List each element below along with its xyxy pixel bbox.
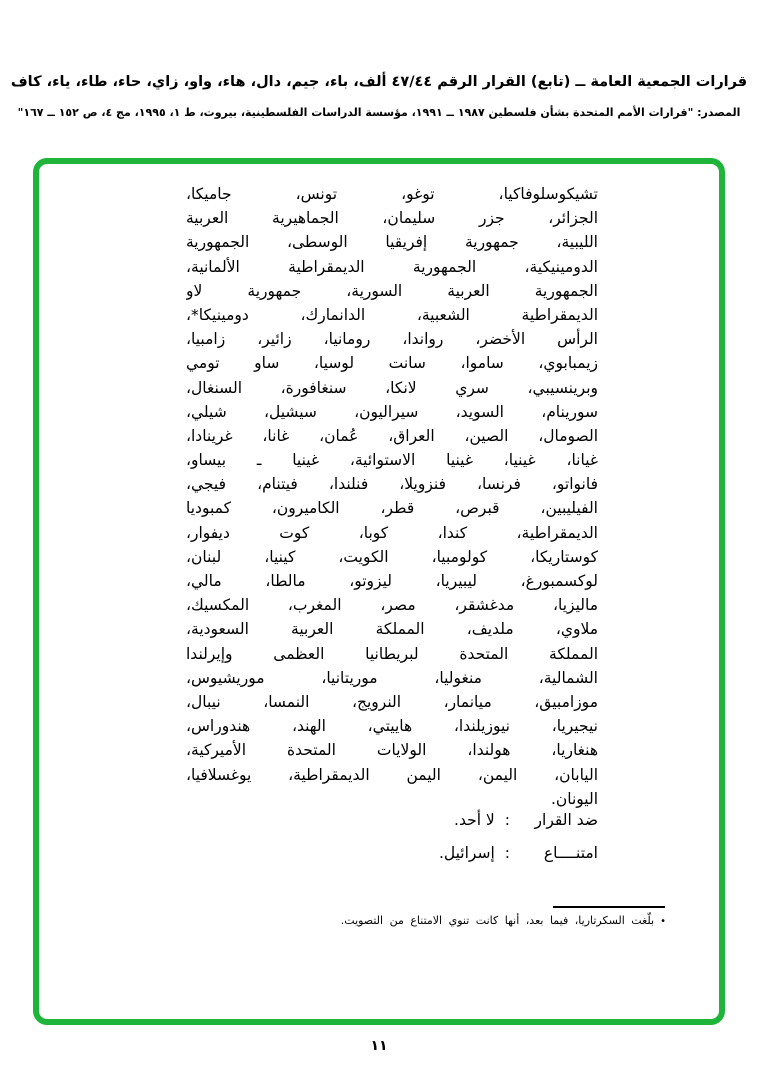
page-number: ١١ [370,1038,388,1054]
country-line: ماليزيا، مدغشقر، مصر، المغرب، المكسيك، [186,596,598,615]
vote-abstain-label: امتنــــاع [543,844,598,862]
country-line: موزامبيق، ميانمار، النرويج، النمسا، نيبال، [186,692,598,711]
country-line: الفيليبين، قبرص، قطر، الكاميرون، كمبوديا [186,499,598,518]
country-line: الديمقراطية، كندا، كوبا، كوت ديفوار، [186,523,598,542]
source-line: المصدر: "قرارات الأمم المتحدة بشأن فلسطين ١٩٨٧ ــ ١٩٩١، مؤسسة الدراسات الفلسطينية، بيروت، ط ١، ١٩٩٥، مج ٤، ص ١٥٢ ــ ١٦٧" [17,106,741,119]
country-line: المملكة المتحدة لبريطانيا العظمى وإيرلندا [186,644,598,663]
country-line: اليابان، اليمن، اليمن الديمقراطية، يوغسلافيا، [186,765,598,784]
country-line: الجمهورية العربية السورية، جمهورية لاو [186,281,598,300]
footnote-separator-line [553,906,665,908]
country-line: نيجيريا، نيوزيلندا، هاييتي، الهند، هندوراس، [186,717,598,736]
country-line: الليبية، جمهورية إفريقيا الوسطى، الجمهورية [186,233,598,252]
country-line: فانواتو، فرنسا، فنزويلا، فنلندا، فيتنام، فيجي، [186,475,598,494]
vote-abstain-row [186,841,598,865]
country-line: الشمالية، منغوليا، موريتانيا، موريشيوس، [186,668,598,687]
footnote-text: بلّغت السكرتاريا، فيما بعد، أنها كانت تنوي الامتناع من التصويت. [340,914,655,927]
country-line-last: اليونان. [550,789,598,808]
country-line: لوكسمبورغ، ليبيريا، ليزوتو، مالطا، مالي، [186,572,598,590]
country-list [186,182,598,811]
vote-abstain-value: إسرائيل. [438,844,495,862]
country-line: تشيكوسلوفاكيا، توغو، تونس، جاميكا، [186,185,598,203]
country-line: زيمبابوي، ساموا، سانت لوسيا، ساو تومي [186,354,598,373]
vote-against-label: ضد القرار [534,811,598,829]
country-line: هنغاريا، هولندا، الولايات المتحدة الأميركية، [186,741,598,760]
vote-results [186,808,598,874]
country-line: الرأس الأخضر، رواندا، رومانيا، زائير، زامبيا، [186,330,598,349]
country-line: وبرينسيبي، سري لانكا، سنغافورة، السنغال، [186,378,598,397]
country-line: الجزائر، جزر سليمان، الجماهيرية العربية [186,209,598,228]
colon-separator: : [504,811,510,829]
vote-against-value: لا أحد. [454,811,495,829]
country-line: الدومينيكية، الجمهورية الديمقراطية الألمانية، [186,257,598,276]
country-line: الديمقراطية الشعبية، الدانمارك، دومينيكا*، [186,305,598,324]
country-line: الصومال، الصين، العراق، عُمان، غانا، غرينادا، [186,426,598,445]
footnote-bullet-icon: • [660,916,666,927]
country-line: غيانا، غينيا، غينيا الاستوائية، غينيا ـ بيساو، [186,451,598,470]
vote-against-row [186,808,598,832]
footnote [341,914,666,927]
colon-separator: : [504,844,510,862]
country-line: ملاوي، ملديف، المملكة العربية السعودية، [186,620,598,639]
country-line: كوستاريكا، كولومبيا، الكويت، كينيا، لبنان، [186,547,598,566]
page-title: قرارات الجمعية العامة ــ (تابع) القرار الرقم ٤٧/٤٤ ألف، باء، جيم، دال، هاء، واو، زاي، حاء، طاء، ياء، كاف [10,74,748,90]
country-line: سورينام، السويد، سيراليون، سيشيل، شيلي، [186,402,598,421]
